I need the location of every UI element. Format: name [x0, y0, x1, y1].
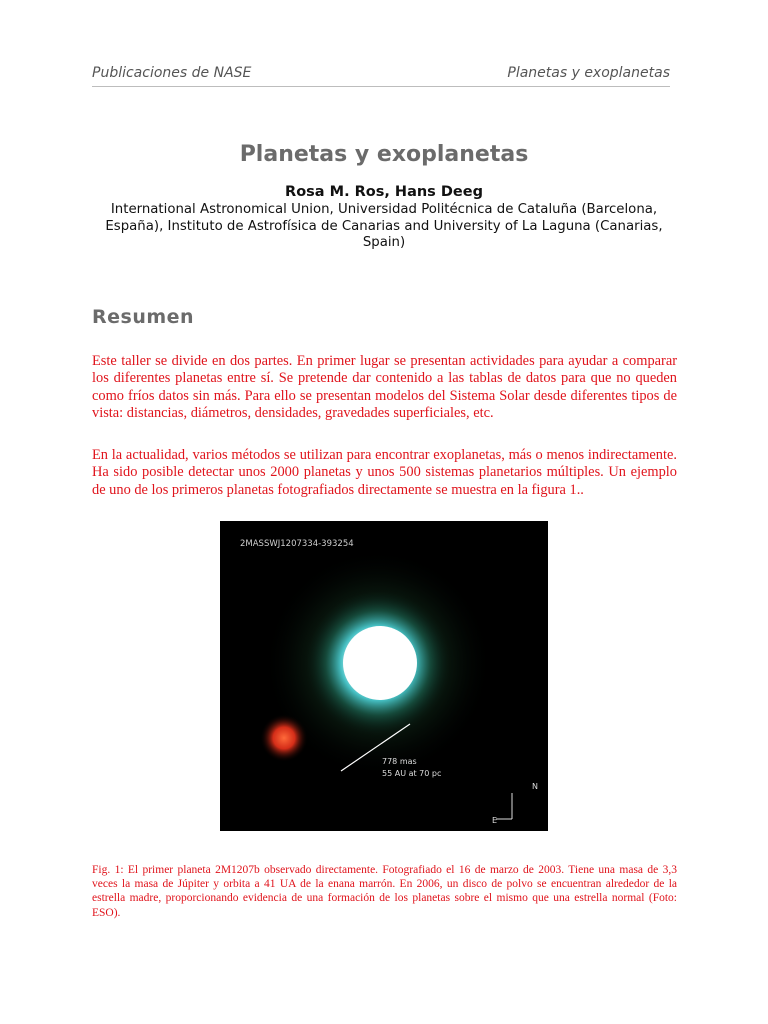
authors: Rosa M. Ros, Hans Deeg: [285, 184, 483, 200]
figure-caption: Fig. 1: El primer planeta 2M1207b observado directamente. Fotografiado el 16 de marzo de 2003. Tiene una masa de 3,3 veces la masa de Júpiter y orbita a 41 UA de la enana marrón. En 2006, un disco de polvo se encuentran alrededor de la estrella madre, proporcionando evidencia de una formación de los planetas sobre el mismo que una estrella normal (Foto: ESO).: [92, 864, 677, 919]
brown-dwarf-star: [343, 626, 417, 700]
figure-exoplanet-image: [220, 521, 548, 831]
exoplanet-2m1207b: [260, 714, 308, 762]
scale-label-mas: 778 mas: [382, 757, 417, 766]
page-header: [92, 64, 670, 87]
page-title: Planetas y exoplanetas: [239, 142, 529, 167]
affiliation: International Astronomical Union, Universidad Politécnica de Cataluña (Barcelona, España), Instituto de Astrofísica de Canarias and University of La Laguna (Canarias, Spain): [105, 202, 663, 250]
scale-label-au: 55 AU at 70 pc: [382, 769, 442, 778]
north-label: N: [532, 782, 538, 791]
header-chapter: Planetas y exoplanetas: [507, 65, 670, 81]
figure-object-label: 2MASSWJ1207334-393254: [240, 539, 354, 549]
east-label: E: [492, 816, 498, 825]
abstract-paragraph-1: Este taller se divide en dos partes. En primer lugar se presentan actividades para ayudar a comparar los diferentes planetas entre sí. Se pretende dar contenido a las tablas de datos para que no queden como fríos datos sin más. Para ello se presentan modelos del Sistema Solar desde diferentes tipos de vista: distancias, diámetros, densidades, gravedades superficiales, etc.: [92, 353, 677, 421]
abstract-paragraph-2: En la actualidad, varios métodos se utilizan para encontrar exoplanetas, más o menos indirectamente. Ha sido posible detectar unos 2000 planetas y unos 500 sistemas planetarios múltiples. Un ejemplo de uno de los primeros planetas fotografiados directamente se muestra en la figura 1..: [92, 447, 677, 498]
header-publication: Publicaciones de NASE: [92, 65, 252, 81]
exoplanet-photo: [220, 521, 548, 831]
section-title-resumen: Resumen: [92, 306, 195, 328]
